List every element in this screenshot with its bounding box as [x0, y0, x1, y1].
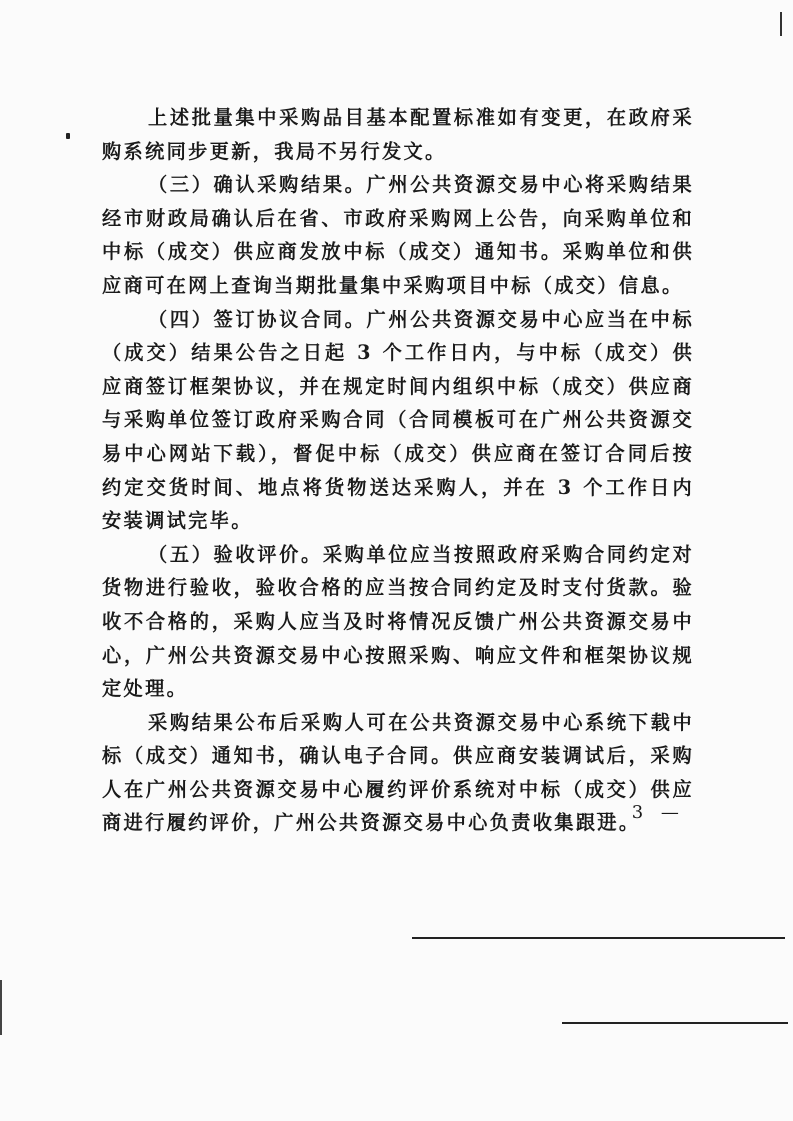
paragraph-post-announcement: 采购结果公布后采购人可在公共资源交易中心系统下载中标（成交）通知书，确认电子合同。供应商安装调试后，采购人在广州公共资源交易中心履约评价系统对中标（成交）供应商进行履约评价，广州公共资源交易中心负责收集跟进。: [102, 710, 694, 835]
footer-rule-upper: [412, 937, 785, 939]
scan-edge-mark: [780, 12, 782, 36]
paragraph-sign-contract: （四）签订协议合同。广州公共资源交易中心应当在中标（成交）结果公告之日起 3 个工作日内，与中标（成交）供应商签订框架协议，并在规定时间内组织中标（成交）供应商与采购单位签订政府采购合同（合同模板可在广州公共资源交易中心网站下载），督促中标（成交）供应商在签订合同后按约定交货时间、地点将货物送达采购人，并在 3 个工作日内安装调试完毕。: [102, 307, 694, 533]
page-number: — 3 —: [596, 802, 685, 823]
paragraph-confirm-results: （三）确认采购结果。广州公共资源交易中心将采购结果经市财政局确认后在省、市政府采购网上公告，向采购单位和中标（成交）供应商发放中标（成交）通知书。采购单位和供应商可在网上查询当期批量集中采购项目中标（成交）信息。: [102, 173, 694, 297]
paragraph-config-standard: 上述批量集中采购品目基本配置标准如有变更，在政府采购系统同步更新，我局不另行发文。: [102, 106, 694, 163]
paragraph-acceptance-evaluation: （五）验收评价。采购单位应当按照政府采购合同约定对货物进行验收，验收合格的应当按合同约定及时支付货款。验收不合格的，采购人应当及时将情况反馈广州公共资源交易中心，广州公共资源交易中心按照采购、响应文件和框架协议规定处理。: [102, 542, 694, 701]
document-body: [102, 101, 694, 840]
footer-rule-lower: [562, 1022, 788, 1024]
scan-left-edge-mark: [0, 980, 2, 1035]
binding-hole-mark: [66, 133, 70, 139]
